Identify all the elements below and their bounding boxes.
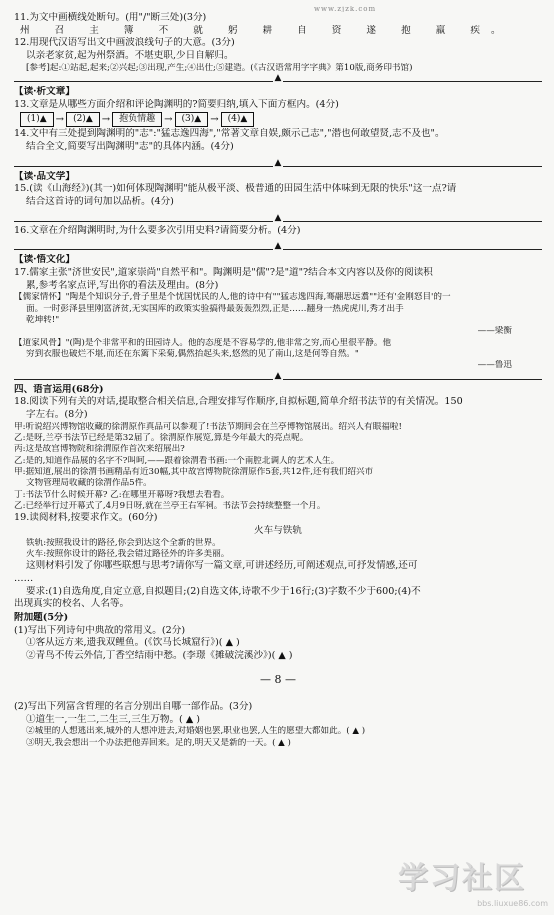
site-watermark-logo: 学习社区 bbs.liuxue86.com [398, 861, 548, 908]
comment-confucian-source: ——梁衡 [477, 326, 512, 337]
bottom-q2: (2)写出下列富含哲理的名言分别出自哪一部作品。(3分) [14, 701, 253, 713]
answer-line [14, 74, 542, 85]
dialogue-line: 甲:据知道,展出的徐渭书画精品有近30幅,其中故宫博物院徐渭原作5套,共12件,还有我们绍兴市 [14, 466, 374, 477]
q13-box-chain [20, 112, 542, 127]
comment-taoist-source: ——鲁迅 [477, 360, 512, 371]
dialogue-line: 丁:书法节什么时候开幕? 乙:在哪里开幕呀?我想去看看。 [14, 489, 230, 500]
answer-line: ▲ [14, 372, 542, 383]
comment-taoist-1: 【道家风骨】"(陶)是个非常平和的田园诗人。他的态度是不容易学的,他非常之穷,而心里很平静。他 [14, 337, 392, 348]
bottom-item: ①道生一,一生二,二生三,三生万物。( ▲ ) [26, 713, 201, 725]
page-number: — 8 — [260, 672, 296, 686]
q18-line-2: 字左右。(8分) [26, 408, 88, 420]
section-culture-header: 【读·悟文化】 [14, 254, 75, 266]
essay-prompt-line: 这则材料引发了你哪些联想与思考?请你写一篇文章,可讲述经历,可阐述观点,可抒发情感,还可 [26, 560, 418, 572]
section-appreciation-header: 【读·品文学】 [14, 170, 75, 182]
q11-text: 州 召 主 簿 不 就 躬 耕 自 资 遂 抱 羸 疾。 [20, 24, 512, 36]
bottom-item: ③明天,我会想出一个办法把他弄回来。足的,明天又是新的一天。( ▲ ) [26, 737, 291, 748]
dialogue-line: 丙:这是故宫博物院和徐渭原作首次来绍展出? [14, 444, 185, 455]
essay-requirements-2: 出现真实的校名、人名等。 [14, 598, 130, 610]
q11-title: 11.为文中画横线处断句。(用"/"断三处)(3分) [14, 12, 207, 23]
q15-line-2: 结合这首诗的词句加以品析。(4分) [26, 195, 174, 207]
essay-requirements-1: 要求:(1)自选角度,自定立意,自拟题目;(2)自选文体,诗歌不少于16行;(3)字数不少于600;(4)不 [26, 585, 421, 597]
q13-box-2: (2)▲ [66, 112, 100, 127]
dialogue-line: 甲:听说绍兴博物馆收藏的徐渭原作真品可以参观了!书法节期间会在兰亭博物馆展出。绍兴人有眼福啦! [14, 421, 402, 432]
arrow-icon: → [101, 114, 111, 126]
q13-text: 13.文章是从哪些方面介绍和评论陶渊明的?简要归纳,填入下面方框内。(4分) [14, 98, 339, 110]
comment-taoist-2: 穷到衣服也破烂不堪,而还在东篱下采菊,偶然抬起头来,悠然的见了南山,这是何等自然。" [26, 348, 359, 359]
q16-text: 16.文章在介绍陶渊明时,为什么要多次引用史料?请简要分析。(4分) [14, 224, 301, 236]
top-watermark: www.zjzk.com [314, 6, 377, 12]
essay-material-line: 火车:按照你设计的路径,我会错过路径外的许多美丽。 [26, 548, 230, 559]
comment-confucian-3: 乾坤转!" [26, 314, 60, 325]
q14-line-2: 结合全文,简要写出陶渊明"志"的具体内涵。(4分) [26, 140, 234, 152]
q17-line-1: 17.儒家主张"济世安民",道家崇尚"自然平和"。陶渊明是"儒"?是"道"?结合本文内容以及你的阅读积 [14, 266, 433, 278]
arrow-icon: → [210, 114, 219, 126]
extra-item: ②青鸟不传云外信,丁香空结雨中愁。(李璟《摊破浣溪沙》)( ▲ ) [26, 649, 293, 661]
comment-confucian-2: 面。一时彭泽县里刚富济贫,无实国库的政策实验搞得最轰轰烈烈,正是……翻身一热虎虎川,秀才出手 [26, 303, 404, 314]
section-analysis-header: 【读·析文章】 [14, 85, 75, 97]
arrow-icon: → [55, 114, 65, 126]
section-language-header: 四、语言运用(68分) [14, 383, 104, 395]
q12-text: 以亲老家贫,起为州祭酒。不堪吏职,少日自解归。 [26, 49, 234, 61]
q17-line-2: 累,参考名家点评,写出你的看法及理由。(8分) [26, 279, 219, 291]
q12-title: 12.用现代汉语写出文中画波浪线句子的大意。(3分) [14, 37, 235, 49]
q13-box-4: (4)▲ [221, 112, 255, 127]
answer-triangle: ▲ [274, 72, 282, 83]
q14-line-1: 14.文中有三处提到陶渊明的"志":"猛志逸四海","常著文章自娱,颇示己志","潜也何敢望贤,志不及也"。 [14, 128, 445, 140]
dialogue-line: 文物管理局收藏的徐渭作品5件。 [26, 478, 152, 489]
section-extra-header: 附加题(5分) [14, 611, 69, 623]
dialogue-line: 乙:是的,知道作品展的名字不?叫呵,——跟着徐渭看书画:一个南腔北调人的艺术人生。 [14, 455, 340, 466]
answer-line: ▲ [14, 214, 542, 225]
arrow-icon: → [164, 114, 173, 126]
dialogue-line: 乙:是呀,兰亭书法节已经是第32届了。徐渭原作展览,算是今年最大的亮点呢。 [14, 432, 309, 443]
exam-page [14, 6, 542, 749]
answer-line: ▲ [14, 242, 542, 253]
q13-box-given: 抱负情趣 [112, 112, 162, 127]
bottom-item: ②城里的人想逃出来,城外的人想冲进去,对婚姻也罢,职业也罢,人生的愿望大都如此。( ▲ ) [26, 726, 366, 737]
q12-reference: [参考]起:①站起,起来;②兴起;③出现,产生;④出仕;⑤建造。(《古汉语常用字字典》第10版,商务印书馆) [26, 62, 413, 73]
q19-title: 19.读阅材料,按要求作文。(60分) [14, 512, 158, 524]
q18-line-1: 18.阅读下列有关的对话,提取整合相关信息,合理安排写作顺序,自拟标题,简单介绍书法节的有关情况。150 [14, 396, 463, 408]
essay-prompt-ellipsis: …… [14, 572, 34, 584]
comment-confucian-1: 【儒家情怀】"陶是个知识分子,骨子里是个忧国忧民的人,他的诗中有""猛志逸四海,骞翮思远翥""还有'金刚怒目'的一 [14, 292, 451, 303]
extra-q1: (1)写出下列诗句中典故的常用义。(2分) [14, 624, 186, 636]
q13-box-1: (1)▲ [20, 112, 54, 127]
q15-line-1: 15.(读《山海经》)(其一)如何体现陶渊明"能从极平淡、极普通的田园生活中体味到无限的快乐"这一点?请 [14, 183, 457, 195]
q13-box-3: (3)▲ [175, 112, 209, 127]
answer-line: ▲ [14, 159, 542, 170]
dialogue-line: 乙:已经举行过开幕式了,4月9日呀,就在兰亭王右军祠。书法节会持续整整一个月。 [14, 500, 326, 511]
extra-item: ①客从远方来,遗我双鲤鱼。(《饮马长城窟行》)( ▲ ) [26, 637, 240, 649]
essay-material-title: 火车与铁轨 [254, 524, 302, 536]
essay-material-line: 铁轨:按照我设计的路径,你会到达这个全新的世界。 [26, 537, 221, 548]
